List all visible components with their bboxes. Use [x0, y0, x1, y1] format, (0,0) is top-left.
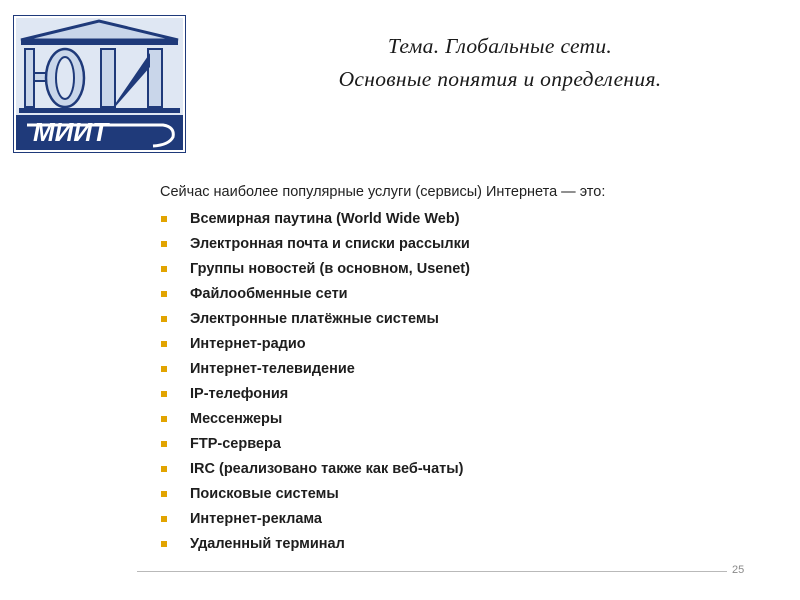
list-item-label: Поисковые системы	[190, 486, 339, 502]
list-item	[160, 207, 470, 232]
list-item	[160, 532, 470, 557]
brand-text: МИИТ	[33, 117, 108, 147]
square-bullet-icon	[161, 216, 167, 222]
list-item	[160, 307, 470, 332]
square-bullet-icon	[161, 366, 167, 372]
square-bullet-icon	[161, 441, 167, 447]
logo-graphic	[13, 15, 186, 153]
square-bullet-icon	[161, 316, 167, 322]
list-item	[160, 407, 470, 432]
list-item-label: FTP-сервера	[190, 436, 281, 452]
list-item-label: Файлообменные сети	[190, 286, 348, 302]
square-bullet-icon	[161, 341, 167, 347]
list-item-label: IRC (реализовано также как веб-чаты)	[190, 461, 464, 477]
list-item	[160, 382, 470, 407]
list-item-label: Интернет-телевидение	[190, 361, 355, 377]
university-logo	[13, 15, 186, 153]
list-item-label: Мессенжеры	[190, 411, 283, 427]
square-bullet-icon	[161, 266, 167, 272]
square-bullet-icon	[161, 391, 167, 397]
list-item	[160, 482, 470, 507]
square-bullet-icon	[161, 541, 167, 547]
title-line-1: Тема. Глобальные сети.	[387, 34, 613, 58]
list-item-label: Удаленный терминал	[190, 536, 345, 552]
list-item	[160, 357, 470, 382]
list-item-label: Группы новостей (в основном, Usenet)	[190, 261, 470, 277]
list-item	[160, 332, 470, 357]
square-bullet-icon	[161, 241, 167, 247]
list-item-label: Интернет-радио	[190, 336, 306, 352]
list-item	[160, 232, 470, 257]
services-list	[160, 207, 470, 557]
list-item-label: Интернет-реклама	[190, 511, 322, 527]
list-item	[160, 432, 470, 457]
square-bullet-icon	[161, 491, 167, 497]
square-bullet-icon	[161, 516, 167, 522]
square-bullet-icon	[161, 291, 167, 297]
list-item	[160, 257, 470, 282]
page-number: 25	[732, 564, 745, 576]
square-bullet-icon	[161, 416, 167, 422]
intro-text: Сейчас наиболее популярные услуги (сервисы) Интернета — это:	[160, 184, 606, 200]
list-item-label: IP-телефония	[190, 386, 289, 402]
list-item-label: Всемирная паутина (World Wide Web)	[190, 211, 460, 227]
square-bullet-icon	[161, 466, 167, 472]
list-item	[160, 282, 470, 307]
footer-divider	[137, 571, 727, 572]
list-item-label: Электронные платёжные системы	[190, 311, 439, 327]
list-item	[160, 457, 470, 482]
title-line-2: Основные понятия и определения.	[338, 67, 662, 91]
slide-title	[230, 30, 770, 96]
list-item-label: Электронная почта и списки рассылки	[190, 236, 470, 252]
list-item	[160, 507, 470, 532]
